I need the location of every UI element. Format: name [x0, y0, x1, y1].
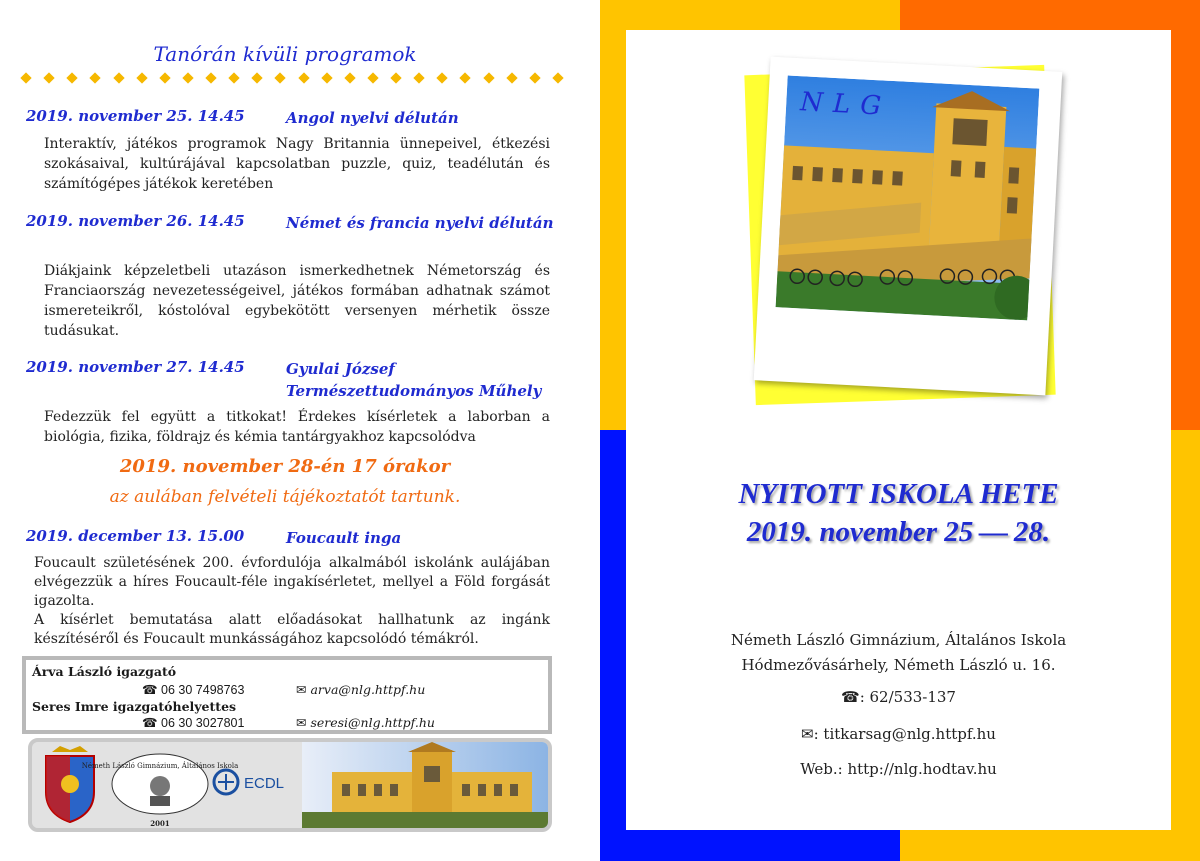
cover-panel [600, 0, 1200, 861]
school-phone: ☎: 62/533-137 [841, 688, 956, 706]
svg-text:Németh László Gimnázium, Által: Németh László Gimnázium, Általános Iskola [81, 762, 239, 770]
school-name: Németh László Gimnázium, Általános Iskola [730, 631, 1067, 649]
event-description: Diákjaink képzeletbeli utazáson ismerkedhetnek Németország és Franciaország nevezetességeivel, játékos formában adhatnak számot ismereteikről, kóstolóval egybekötött versenyen mérhetik össze tudásukat. [44, 263, 550, 339]
school-web[interactable]: Web.: http://nlg.hodtav.hu [800, 760, 997, 778]
svg-text:ECDL: ECDL [244, 775, 285, 792]
svg-text:2001: 2001 [150, 819, 170, 828]
school-email[interactable]: ✉: titkarsag@nlg.httpf.hu [801, 725, 996, 743]
admission-notice-date: 2019. november 28-én 17 órakor [119, 456, 451, 477]
phone-icon: ☎ [142, 683, 162, 697]
programs-title: Tanórán kívüli programok [153, 42, 417, 66]
phone-icon: ☎ [142, 716, 162, 730]
event-description: Fedezzük fel együtt a titkokat! Érdekes kísérletek a laborban a biológia, fizika, földrajz és kémia tantárgyakhoz kapcsolódva [44, 409, 550, 445]
mailbox-icon: ✉ [801, 725, 814, 743]
logo-band-art [32, 742, 548, 828]
diamond-divider [22, 71, 562, 87]
event-date: 2019. november 26. 14.45 [26, 212, 245, 230]
building-photo [302, 742, 548, 828]
event-description: Foucault születésének 200. évfordulója alkalmából iskolánk aulájában elvégezzük a híres Foucault-féle ingakísérletet, mellyel a Föld forgását igazolta. A kísérlet bemutatása alatt előadásokat hallhatunk az ingánk készítéséről és Foucault munkásságához kapcsolódó témákról. [34, 555, 550, 647]
cover-title: NYITOTT ISKOLA HETE [738, 478, 1059, 510]
contact-phone: ☎ 06 30 3027801 [142, 716, 245, 730]
contact-name: Árva László igazgató [32, 664, 177, 679]
school-photo [776, 75, 1040, 320]
contact-phone: ☎ 06 30 7498763 [142, 683, 245, 697]
contact-name: Seres Imre igazgatóhelyettes [32, 699, 237, 714]
contact-email[interactable]: ✉ seresi@nlg.httpf.hu [296, 715, 435, 730]
event-title: Gyulai József Természettudományos Műhely [286, 360, 542, 400]
coat-of-arms-icon [46, 746, 94, 822]
contact-box [22, 656, 552, 734]
school-address: Hódmezővásárhely, Németh László u. 16. [741, 656, 1056, 674]
event-date: 2019. november 25. 14.45 [26, 107, 245, 125]
logo-band [28, 738, 552, 832]
admission-notice-text: az aulában felvételi tájékoztatót tartunk. [109, 487, 461, 507]
event-date: 2019. december 13. 15.00 [26, 527, 245, 545]
cover-date: 2019. november 25 — 28. [746, 516, 1051, 548]
event-title: Német és francia nyelvi délután [286, 214, 554, 232]
event-date: 2019. november 27. 14.45 [26, 358, 245, 376]
svg-text:NLG: NLG [799, 87, 892, 122]
mail-icon: ✉ [296, 682, 311, 697]
event-description: Interaktív, játékos programok Nagy Britannia ünnepeivel, étkezési szokásaival, kultúrájával kapcsolatban puzzle, quiz, teadélután és számítógépes játékok keretében [44, 136, 550, 192]
polaroid-frame [754, 57, 1063, 396]
phone-icon: ☎ [841, 688, 860, 706]
mail-icon: ✉ [296, 715, 311, 730]
contact-email[interactable]: ✉ arva@nlg.httpf.hu [296, 682, 426, 697]
event-title: Foucault inga [286, 529, 402, 547]
event-title: Angol nyelvi délután [286, 109, 459, 127]
